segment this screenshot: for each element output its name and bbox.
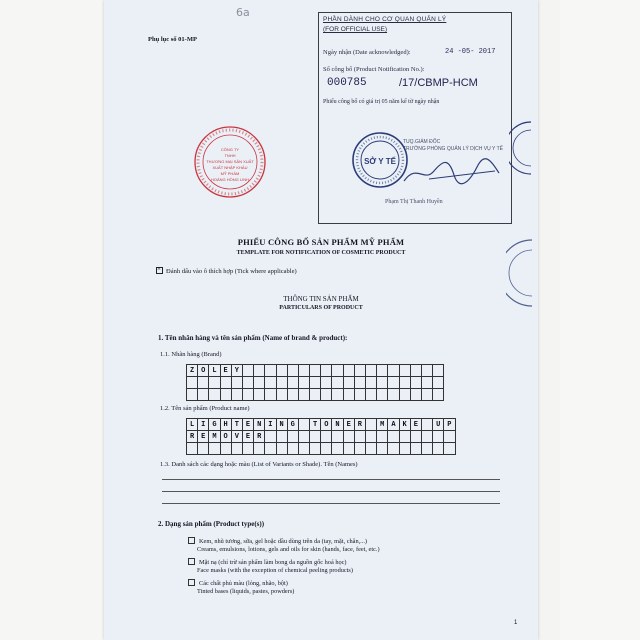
char-cell — [377, 389, 388, 401]
char-cell — [321, 431, 332, 443]
char-cell — [321, 389, 332, 401]
char-cell — [277, 443, 288, 455]
char-cell — [422, 419, 433, 431]
char-cell — [366, 431, 377, 443]
char-cell: T — [232, 419, 243, 431]
char-cell — [344, 431, 355, 443]
char-cell: M — [377, 419, 388, 431]
char-cell: N — [332, 419, 343, 431]
char-cell — [400, 389, 411, 401]
char-cell — [355, 443, 366, 455]
product-type-option-3 — [188, 579, 288, 587]
char-cell — [265, 443, 276, 455]
char-cell — [232, 443, 243, 455]
char-cell — [187, 377, 198, 389]
char-cell: N — [254, 419, 265, 431]
char-cell — [344, 389, 355, 401]
char-cell — [288, 431, 299, 443]
char-cell — [187, 389, 198, 401]
char-cell — [433, 377, 444, 389]
char-cell — [265, 431, 276, 443]
char-cell — [388, 443, 399, 455]
char-cell: O — [321, 419, 332, 431]
char-cell — [388, 431, 399, 443]
product-name-char-grid — [186, 418, 456, 455]
char-cell: G — [209, 419, 220, 431]
char-cell — [433, 443, 444, 455]
option-1-vi: Kem, nhũ tương, sữa, gel hoặc dầu dùng trên da (tay, mặt, chân,...) — [199, 538, 367, 545]
stamp-text-line: THƯƠNG MẠI SẢN XUẤT — [206, 159, 254, 164]
char-cell — [332, 377, 343, 389]
stamp-text-line: TNHH — [224, 153, 236, 158]
char-cell — [254, 377, 265, 389]
variants-line-1 — [162, 479, 500, 480]
char-cell — [310, 377, 321, 389]
char-cell: N — [277, 419, 288, 431]
char-cell — [444, 443, 455, 455]
handwritten-note: 6a — [236, 6, 250, 19]
char-cell: H — [221, 419, 232, 431]
char-cell — [377, 377, 388, 389]
stamp-text-line: CÔNG TY — [220, 147, 240, 152]
char-cell — [444, 431, 455, 443]
char-cell: R — [254, 431, 265, 443]
char-cell — [277, 389, 288, 401]
official-box-subtitle: (FOR OFFICIAL USE) — [323, 26, 388, 33]
char-cell — [411, 389, 422, 401]
notification-number: 000785 — [327, 77, 367, 89]
char-cell — [299, 443, 310, 455]
char-cell — [321, 443, 332, 455]
char-cell — [299, 365, 310, 377]
company-stamp — [192, 124, 268, 200]
char-cell — [377, 443, 388, 455]
char-cell — [277, 365, 288, 377]
char-cell — [400, 365, 411, 377]
char-cell — [344, 377, 355, 389]
char-cell — [221, 389, 232, 401]
char-cell — [243, 377, 254, 389]
date-acknowledged-value: 24 -05- 2017 — [445, 48, 496, 56]
char-cell — [411, 377, 422, 389]
char-cell — [366, 365, 377, 377]
official-use-box — [318, 12, 512, 224]
char-cell — [321, 377, 332, 389]
char-cell — [388, 389, 399, 401]
official-box-title: PHẦN DÀNH CHO CƠ QUAN QUẢN LÝ — [323, 16, 447, 23]
char-cell — [277, 431, 288, 443]
char-cell — [422, 443, 433, 455]
section1-heading: 1. Tên nhãn hàng và tên sản phẩm (Name of brand & product): — [158, 334, 348, 342]
date-acknowledged-label: Ngày nhận (Date acknowledged): — [323, 49, 411, 56]
char-cell — [388, 377, 399, 389]
char-cell: K — [400, 419, 411, 431]
form-title: PHIẾU CÔNG BỐ SẢN PHẨM MỸ PHẨM — [237, 237, 405, 247]
notification-number-suffix: /17/CBMP-HCM — [399, 77, 478, 89]
char-cell — [411, 443, 422, 455]
document-page — [104, 0, 538, 640]
brand-char-grid — [186, 364, 444, 401]
char-cell: O — [221, 431, 232, 443]
char-cell: L — [187, 419, 198, 431]
char-cell — [254, 443, 265, 455]
option-3-en: Tinted bases (liquids, pastes, powders) — [197, 588, 295, 595]
char-cell — [400, 431, 411, 443]
char-cell — [355, 431, 366, 443]
char-cell: I — [198, 419, 209, 431]
char-cell: Z — [187, 365, 198, 377]
char-cell — [310, 443, 321, 455]
char-cell — [277, 377, 288, 389]
char-cell: M — [209, 431, 220, 443]
char-cell: R — [187, 431, 198, 443]
char-cell: G — [288, 419, 299, 431]
checkbox-icon — [188, 537, 195, 544]
char-cell — [243, 443, 254, 455]
char-cell — [299, 389, 310, 401]
char-cell — [254, 365, 265, 377]
checked-box-icon — [156, 267, 163, 274]
char-cell — [422, 389, 433, 401]
char-cell — [221, 377, 232, 389]
char-cell: Y — [232, 365, 243, 377]
stamp-text-line: HOÀNG HỒNG LINH — [210, 177, 250, 182]
stamp-text-line: MỸ PHẨM — [220, 171, 240, 176]
char-cell — [366, 419, 377, 431]
signature — [399, 153, 504, 191]
char-cell — [366, 389, 377, 401]
char-cell — [366, 377, 377, 389]
char-cell — [232, 377, 243, 389]
tick-instruction-text: Đánh dấu vào ô thích hợp (Tick where applicable) — [166, 268, 297, 275]
char-cell — [377, 431, 388, 443]
product-info-title: THÔNG TIN SẢN PHẨM — [283, 295, 359, 303]
char-cell — [344, 443, 355, 455]
char-cell — [332, 431, 343, 443]
char-cell: I — [265, 419, 276, 431]
char-cell — [310, 389, 321, 401]
form-subtitle: TEMPLATE FOR NOTIFICATION OF COSMETIC PRODUCT — [236, 250, 406, 256]
char-cell — [422, 431, 433, 443]
char-cell — [433, 365, 444, 377]
signatory-department: TRƯỞNG PHÒNG QUẢN LÝ DỊCH VỤ Y TẾ — [403, 146, 503, 152]
checkbox-icon — [188, 579, 195, 586]
validity-text: Phiếu công bố có giá trị 05 năm kể từ ngày nhận — [323, 99, 440, 105]
char-cell — [187, 443, 198, 455]
char-cell — [198, 443, 209, 455]
char-cell — [388, 365, 399, 377]
product-type-option-1 — [188, 537, 367, 545]
char-cell — [310, 431, 321, 443]
partial-stamp-top — [509, 120, 533, 176]
brand-label: 1.1. Nhãn hàng (Brand) — [160, 351, 222, 358]
option-2-vi: Mặt nạ (chỉ trừ sản phẩm làm bong da nguồn gốc hoá học) — [199, 559, 347, 566]
char-cell: E — [243, 419, 254, 431]
variants-line-3 — [162, 503, 500, 504]
char-cell — [288, 389, 299, 401]
char-cell — [243, 389, 254, 401]
variants-label: 1.3. Danh sách các dạng hoặc màu (List of Variants or Shade). Tên (Names) — [160, 461, 358, 468]
option-1-en: Creams, emulsions, lotions, gels and oils for skin (hands, face, feet, etc.) — [197, 546, 380, 553]
stamp-text-line: XUẤT NHẬP KHẨU — [212, 165, 248, 170]
char-cell: R — [355, 419, 366, 431]
char-cell — [265, 365, 276, 377]
char-cell — [344, 365, 355, 377]
signatory-title: TUQ.GIÁM ĐỐC — [403, 139, 441, 145]
char-cell: A — [388, 419, 399, 431]
tick-instruction — [156, 267, 297, 275]
appendix-label: Phụ lục số 01-MP — [148, 36, 197, 43]
char-cell — [355, 389, 366, 401]
char-cell: L — [209, 365, 220, 377]
char-cell — [198, 377, 209, 389]
char-cell: V — [232, 431, 243, 443]
char-cell — [209, 377, 220, 389]
char-cell — [310, 365, 321, 377]
char-cell — [254, 389, 265, 401]
char-cell — [221, 443, 232, 455]
char-cell — [265, 389, 276, 401]
char-cell — [299, 431, 310, 443]
char-cell: U — [433, 419, 444, 431]
signer-name: Phạm Thị Thanh Huyền — [385, 199, 443, 205]
background-left — [0, 0, 104, 640]
char-cell — [299, 419, 310, 431]
option-2-en: Face masks (with the exception of chemical peeling products) — [197, 567, 353, 574]
checkbox-icon — [188, 558, 195, 565]
char-cell: O — [198, 365, 209, 377]
char-cell — [332, 365, 343, 377]
char-cell — [232, 389, 243, 401]
char-cell — [422, 365, 433, 377]
char-cell — [288, 443, 299, 455]
char-cell — [332, 389, 343, 401]
char-cell: P — [444, 419, 455, 431]
char-cell — [433, 389, 444, 401]
char-cell — [433, 431, 444, 443]
char-cell — [400, 443, 411, 455]
notification-number-label: Số công bố (Product Notification No.): — [323, 66, 425, 73]
char-cell: E — [221, 365, 232, 377]
char-cell — [355, 377, 366, 389]
section2-heading: 2. Dạng sản phẩm (Product type(s)) — [158, 520, 265, 528]
background-right — [560, 0, 640, 640]
char-cell — [299, 377, 310, 389]
option-3-vi: Các chất phủ màu (lỏng, nhão, bột) — [199, 580, 288, 587]
char-cell: E — [344, 419, 355, 431]
char-cell — [209, 443, 220, 455]
char-cell — [209, 389, 220, 401]
char-cell — [198, 389, 209, 401]
product-info-subtitle: PARTICULARS OF PRODUCT — [279, 305, 363, 311]
char-cell — [288, 377, 299, 389]
product-name-label: 1.2. Tên sản phẩm (Product name) — [160, 405, 250, 412]
char-cell — [411, 365, 422, 377]
char-cell — [265, 377, 276, 389]
svg-text:SỞ Y TẾ: SỞ Y TẾ — [364, 157, 396, 166]
char-cell — [321, 365, 332, 377]
char-cell — [288, 365, 299, 377]
page-number: 1 — [514, 620, 518, 626]
char-cell — [411, 431, 422, 443]
char-cell — [332, 443, 343, 455]
char-cell: E — [243, 431, 254, 443]
variants-line-2 — [162, 491, 500, 492]
char-cell: E — [411, 419, 422, 431]
char-cell — [243, 365, 254, 377]
char-cell — [366, 443, 377, 455]
char-cell — [355, 365, 366, 377]
char-cell: T — [310, 419, 321, 431]
product-type-option-2 — [188, 558, 347, 566]
char-cell: E — [198, 431, 209, 443]
char-cell — [400, 377, 411, 389]
char-cell — [377, 365, 388, 377]
char-cell — [422, 377, 433, 389]
